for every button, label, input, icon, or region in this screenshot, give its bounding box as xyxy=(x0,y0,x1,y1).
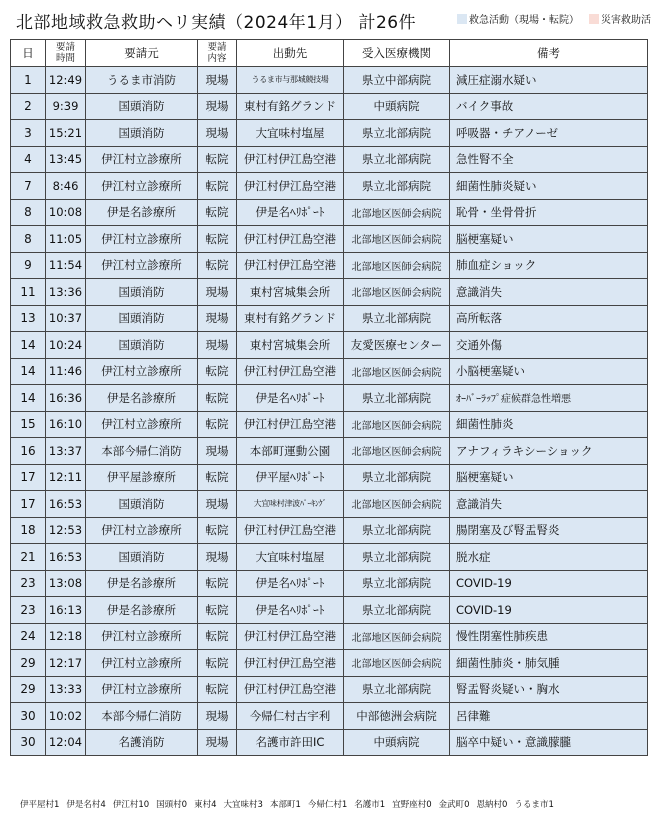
cell-day: 29 xyxy=(11,650,46,677)
table-row xyxy=(11,226,648,253)
cell-content: 転院 xyxy=(198,570,237,597)
cell-hospital: 県立北部病院 xyxy=(344,146,450,173)
cell-time: 15:21 xyxy=(46,120,86,147)
cell-remarks: 減圧症溺水疑い xyxy=(450,67,648,94)
cell-content: 現場 xyxy=(198,279,237,306)
cell-remarks: 細菌性肺炎 xyxy=(450,411,648,438)
cell-day: 1 xyxy=(11,67,46,94)
cell-requester: 伊江村立診療所 xyxy=(86,676,198,703)
table-row xyxy=(11,120,648,147)
cell-day: 15 xyxy=(11,411,46,438)
table-row xyxy=(11,464,648,491)
cell-remarks: 交通外傷 xyxy=(450,332,648,359)
cell-remarks: 恥骨・坐骨骨折 xyxy=(450,199,648,226)
cell-hospital: 県立北部病院 xyxy=(344,676,450,703)
cell-requester: 伊江村立診療所 xyxy=(86,358,198,385)
cell-day: 17 xyxy=(11,464,46,491)
cell-time: 12:53 xyxy=(46,517,86,544)
cell-hospital: 北部地区医師会病院 xyxy=(344,252,450,279)
cell-time: 9:39 xyxy=(46,93,86,120)
header-destination: 出動先 xyxy=(237,40,344,67)
header-time xyxy=(46,40,86,67)
cell-content: 転院 xyxy=(198,146,237,173)
cell-requester: 国頭消防 xyxy=(86,332,198,359)
cell-content: 転院 xyxy=(198,517,237,544)
cell-day: 11 xyxy=(11,279,46,306)
cell-requester: 名護消防 xyxy=(86,729,198,756)
cell-remarks: 細菌性肺炎疑い xyxy=(450,173,648,200)
header-requester: 要請元 xyxy=(86,40,198,67)
dispatch-table xyxy=(10,39,648,756)
cell-destination: 本部町運動公園 xyxy=(237,438,344,465)
cell-requester: うるま市消防 xyxy=(86,67,198,94)
cell-requester: 国頭消防 xyxy=(86,93,198,120)
cell-remarks: 高所転落 xyxy=(450,305,648,332)
cell-hospital: 北部地区医師会病院 xyxy=(344,358,450,385)
cell-day: 18 xyxy=(11,517,46,544)
cell-remarks: 脳梗塞疑い xyxy=(450,464,648,491)
cell-requester: 伊是名診療所 xyxy=(86,385,198,412)
cell-day: 4 xyxy=(11,146,46,173)
cell-requester: 国頭消防 xyxy=(86,120,198,147)
cell-hospital: 県立北部病院 xyxy=(344,173,450,200)
cell-destination: 大宜味村塩屋 xyxy=(237,120,344,147)
cell-time: 16:53 xyxy=(46,544,86,571)
cell-hospital: 中部徳洲会病院 xyxy=(344,703,450,730)
cell-requester: 伊江村立診療所 xyxy=(86,517,198,544)
header-content xyxy=(198,40,237,67)
cell-requester: 伊江村立診療所 xyxy=(86,650,198,677)
cell-destination: 大宜味村津波ﾊﾟｰｷﾝｸﾞ xyxy=(237,491,344,518)
cell-destination: 伊江村伊江島空港 xyxy=(237,650,344,677)
cell-hospital: 北部地区医師会病院 xyxy=(344,491,450,518)
table-row xyxy=(11,385,648,412)
legend-emergency-label: 救急活動（現場・転院） xyxy=(469,15,579,26)
cell-day: 2 xyxy=(11,93,46,120)
table-row xyxy=(11,305,648,332)
legend-disaster-swatch xyxy=(589,14,599,24)
municipality-count: 本部町1 xyxy=(269,800,301,810)
cell-time: 12:11 xyxy=(46,464,86,491)
cell-remarks: ｵｰﾊﾞｰﾗｯﾌﾟ症候群急性増悪 xyxy=(450,385,648,412)
municipality-count: 金武町0 xyxy=(438,800,470,810)
cell-time: 11:05 xyxy=(46,226,86,253)
cell-hospital: 北部地区医師会病院 xyxy=(344,279,450,306)
cell-content: 転院 xyxy=(198,411,237,438)
table-row xyxy=(11,570,648,597)
cell-destination: 東村宮城集会所 xyxy=(237,332,344,359)
legend-emergency-swatch xyxy=(457,14,467,24)
cell-day: 8 xyxy=(11,199,46,226)
cell-time: 13:36 xyxy=(46,279,86,306)
table-row xyxy=(11,252,648,279)
cell-time: 16:13 xyxy=(46,597,86,624)
cell-content: 現場 xyxy=(198,67,237,94)
municipality-count: 大宜味村3 xyxy=(223,800,263,810)
cell-requester: 伊江村立診療所 xyxy=(86,226,198,253)
cell-content: 転院 xyxy=(198,173,237,200)
cell-requester: 伊江村立診療所 xyxy=(86,411,198,438)
cell-day: 23 xyxy=(11,597,46,624)
municipality-count: 恩納村0 xyxy=(476,800,508,810)
cell-hospital: 県立北部病院 xyxy=(344,570,450,597)
table-row xyxy=(11,517,648,544)
cell-destination: 伊江村伊江島空港 xyxy=(237,676,344,703)
municipality-counts xyxy=(20,798,561,810)
header-remarks: 備考 xyxy=(450,40,648,67)
cell-day: 21 xyxy=(11,544,46,571)
cell-time: 11:46 xyxy=(46,358,86,385)
table-row xyxy=(11,676,648,703)
cell-requester: 本部今帰仁消防 xyxy=(86,703,198,730)
cell-content: 現場 xyxy=(198,729,237,756)
cell-time: 12:18 xyxy=(46,623,86,650)
cell-destination: 伊江村伊江島空港 xyxy=(237,517,344,544)
cell-content: 現場 xyxy=(198,93,237,120)
cell-hospital: 北部地区医師会病院 xyxy=(344,623,450,650)
table-row xyxy=(11,491,648,518)
cell-requester: 国頭消防 xyxy=(86,305,198,332)
cell-content: 現場 xyxy=(198,438,237,465)
cell-remarks: 呼吸器・チアノーゼ xyxy=(450,120,648,147)
cell-remarks: 腎盂腎炎疑い・胸水 xyxy=(450,676,648,703)
cell-requester: 国頭消防 xyxy=(86,279,198,306)
municipality-count: 東村4 xyxy=(194,800,217,810)
cell-time: 12:17 xyxy=(46,650,86,677)
municipality-count: 伊平屋村1 xyxy=(20,800,60,810)
cell-destination: 伊平屋ﾍﾘﾎﾟｰﾄ xyxy=(237,464,344,491)
cell-content: 転院 xyxy=(198,464,237,491)
table-row xyxy=(11,597,648,624)
table-row xyxy=(11,544,648,571)
cell-hospital: 友愛医療センター xyxy=(344,332,450,359)
municipality-count: 名護市1 xyxy=(354,800,386,810)
cell-day: 3 xyxy=(11,120,46,147)
municipality-count: 伊江村10 xyxy=(112,800,150,810)
cell-hospital: 県立北部病院 xyxy=(344,385,450,412)
cell-content: 現場 xyxy=(198,332,237,359)
cell-day: 7 xyxy=(11,173,46,200)
table-row xyxy=(11,358,648,385)
cell-time: 13:45 xyxy=(46,146,86,173)
cell-remarks: 腸閉塞及び腎盂腎炎 xyxy=(450,517,648,544)
cell-day: 29 xyxy=(11,676,46,703)
cell-content: 現場 xyxy=(198,703,237,730)
cell-day: 14 xyxy=(11,332,46,359)
cell-remarks: 脳卒中疑い・意識朦朧 xyxy=(450,729,648,756)
cell-remarks: アナフィラキシーショック xyxy=(450,438,648,465)
cell-day: 24 xyxy=(11,623,46,650)
cell-hospital: 県立中部病院 xyxy=(344,67,450,94)
table-row xyxy=(11,93,648,120)
cell-hospital: 北部地区医師会病院 xyxy=(344,199,450,226)
header-hospital: 受入医療機関 xyxy=(344,40,450,67)
cell-requester: 伊是名診療所 xyxy=(86,570,198,597)
municipality-count: 伊是名村4 xyxy=(66,800,106,810)
cell-content: 転院 xyxy=(198,385,237,412)
cell-time: 13:08 xyxy=(46,570,86,597)
cell-requester: 国頭消防 xyxy=(86,544,198,571)
cell-destination: 伊江村伊江島空港 xyxy=(237,411,344,438)
cell-requester: 伊平屋診療所 xyxy=(86,464,198,491)
cell-remarks: 細菌性肺炎・肺気腫 xyxy=(450,650,648,677)
cell-day: 17 xyxy=(11,491,46,518)
cell-time: 10:37 xyxy=(46,305,86,332)
municipality-count: 今帰仁村1 xyxy=(307,800,348,810)
cell-requester: 伊江村立診療所 xyxy=(86,623,198,650)
cell-content: 転院 xyxy=(198,623,237,650)
cell-requester: 伊江村立診療所 xyxy=(86,252,198,279)
title-row xyxy=(8,8,653,32)
legend xyxy=(457,11,651,26)
table-row xyxy=(11,279,648,306)
cell-destination: 伊江村伊江島空港 xyxy=(237,173,344,200)
cell-day: 9 xyxy=(11,252,46,279)
municipality-count: 宜野座村0 xyxy=(392,800,432,810)
cell-requester: 伊江村立診療所 xyxy=(86,146,198,173)
cell-destination: 伊江村伊江島空港 xyxy=(237,146,344,173)
cell-content: 転院 xyxy=(198,226,237,253)
cell-remarks: 小脳梗塞疑い xyxy=(450,358,648,385)
cell-time: 10:02 xyxy=(46,703,86,730)
cell-remarks: 肺血症ショック xyxy=(450,252,648,279)
cell-remarks: 脳梗塞疑い xyxy=(450,226,648,253)
cell-destination: 伊是名ﾍﾘﾎﾟｰﾄ xyxy=(237,597,344,624)
cell-day: 14 xyxy=(11,358,46,385)
cell-remarks: 脱水症 xyxy=(450,544,648,571)
cell-day: 30 xyxy=(11,729,46,756)
cell-requester: 伊江村立診療所 xyxy=(86,173,198,200)
cell-day: 8 xyxy=(11,226,46,253)
cell-requester: 国頭消防 xyxy=(86,491,198,518)
cell-content: 転院 xyxy=(198,650,237,677)
table-row xyxy=(11,703,648,730)
cell-time: 8:46 xyxy=(46,173,86,200)
cell-time: 12:04 xyxy=(46,729,86,756)
cell-destination: 伊江村伊江島空港 xyxy=(237,252,344,279)
legend-disaster xyxy=(589,11,651,26)
cell-destination: 伊江村伊江島空港 xyxy=(237,226,344,253)
cell-remarks: COVID-19 xyxy=(450,597,648,624)
header-time-label: 要請時間 xyxy=(55,42,75,64)
cell-destination: うるま市与那城競技場 xyxy=(237,67,344,94)
cell-requester: 伊是名診療所 xyxy=(86,597,198,624)
table-row xyxy=(11,623,648,650)
cell-hospital: 北部地区医師会病院 xyxy=(344,411,450,438)
cell-destination: 東村有銘グランド xyxy=(237,93,344,120)
cell-destination: 東村宮城集会所 xyxy=(237,279,344,306)
header-content-label: 要請内容 xyxy=(207,42,227,64)
municipality-count: 国頭村0 xyxy=(156,800,188,810)
legend-emergency xyxy=(457,11,579,26)
cell-content: 現場 xyxy=(198,491,237,518)
table-row xyxy=(11,650,648,677)
cell-content: 現場 xyxy=(198,305,237,332)
cell-time: 10:08 xyxy=(46,199,86,226)
cell-time: 10:24 xyxy=(46,332,86,359)
table-row xyxy=(11,332,648,359)
cell-remarks: 意識消失 xyxy=(450,491,648,518)
cell-destination: 伊江村伊江島空港 xyxy=(237,623,344,650)
cell-requester: 本部今帰仁消防 xyxy=(86,438,198,465)
cell-hospital: 県立北部病院 xyxy=(344,597,450,624)
cell-day: 13 xyxy=(11,305,46,332)
cell-content: 転院 xyxy=(198,252,237,279)
cell-remarks: 呂律難 xyxy=(450,703,648,730)
cell-content: 転院 xyxy=(198,199,237,226)
table-row xyxy=(11,173,648,200)
cell-content: 現場 xyxy=(198,544,237,571)
cell-hospital: 北部地区医師会病院 xyxy=(344,438,450,465)
cell-time: 16:10 xyxy=(46,411,86,438)
cell-time: 12:49 xyxy=(46,67,86,94)
cell-hospital: 県立北部病院 xyxy=(344,464,450,491)
table-row xyxy=(11,729,648,756)
cell-destination: 伊江村伊江島空港 xyxy=(237,358,344,385)
cell-day: 30 xyxy=(11,703,46,730)
cell-destination: 伊是名ﾍﾘﾎﾟｰﾄ xyxy=(237,385,344,412)
cell-content: 転院 xyxy=(198,597,237,624)
cell-destination: 今帰仁村古宇利 xyxy=(237,703,344,730)
cell-remarks: バイク事故 xyxy=(450,93,648,120)
cell-remarks: 急性腎不全 xyxy=(450,146,648,173)
cell-remarks: 意識消失 xyxy=(450,279,648,306)
cell-hospital: 県立北部病院 xyxy=(344,305,450,332)
cell-time: 16:53 xyxy=(46,491,86,518)
cell-destination: 東村有銘グランド xyxy=(237,305,344,332)
cell-destination: 伊是名ﾍﾘﾎﾟｰﾄ xyxy=(237,199,344,226)
cell-destination: 大宜味村塩屋 xyxy=(237,544,344,571)
cell-day: 16 xyxy=(11,438,46,465)
cell-content: 転院 xyxy=(198,358,237,385)
cell-remarks: 慢性閉塞性肺疾患 xyxy=(450,623,648,650)
cell-time: 13:33 xyxy=(46,676,86,703)
cell-hospital: 県立北部病院 xyxy=(344,544,450,571)
municipality-count: うるま市1 xyxy=(514,800,554,810)
cell-time: 13:37 xyxy=(46,438,86,465)
legend-disaster-label: 災害救助活 xyxy=(601,15,651,26)
table-row xyxy=(11,411,648,438)
cell-hospital: 中頭病院 xyxy=(344,93,450,120)
cell-content: 現場 xyxy=(198,120,237,147)
table-row xyxy=(11,67,648,94)
cell-hospital: 県立北部病院 xyxy=(344,120,450,147)
cell-destination: 名護市許田IC xyxy=(237,729,344,756)
table-row xyxy=(11,146,648,173)
cell-hospital: 北部地区医師会病院 xyxy=(344,650,450,677)
cell-requester: 伊是名診療所 xyxy=(86,199,198,226)
table-row xyxy=(11,438,648,465)
cell-time: 16:36 xyxy=(46,385,86,412)
header-day: 日 xyxy=(11,40,46,67)
cell-hospital: 北部地区医師会病院 xyxy=(344,226,450,253)
cell-remarks: COVID-19 xyxy=(450,570,648,597)
cell-destination: 伊是名ﾍﾘﾎﾟｰﾄ xyxy=(237,570,344,597)
table-row xyxy=(11,199,648,226)
cell-day: 14 xyxy=(11,385,46,412)
cell-time: 11:54 xyxy=(46,252,86,279)
cell-hospital: 県立北部病院 xyxy=(344,517,450,544)
table-body xyxy=(11,67,648,756)
table-header-row xyxy=(11,40,648,67)
cell-day: 23 xyxy=(11,570,46,597)
page-title: 北部地域救急救助ヘリ実績（2024年1月） 計26件 xyxy=(16,13,417,33)
cell-content: 転院 xyxy=(198,676,237,703)
cell-hospital: 中頭病院 xyxy=(344,729,450,756)
